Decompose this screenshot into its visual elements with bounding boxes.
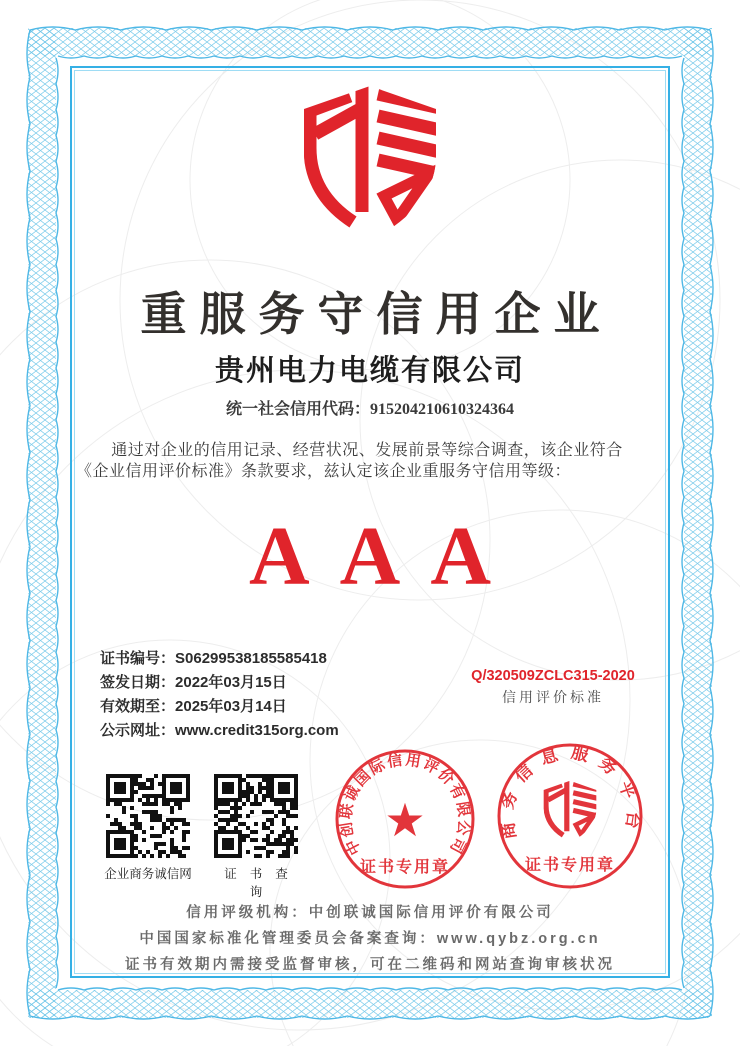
credit-shield-logo shield-icon — [295, 84, 445, 244]
credit-code-label: 统一社会信用代码： — [225, 401, 370, 418]
star-icon: ★ — [384, 794, 426, 846]
platform-seal — [494, 740, 646, 892]
issue-date-value: 2022年03月15日 — [175, 674, 287, 691]
issue-date-row — [100, 671, 339, 695]
public-url-row — [100, 719, 339, 743]
valid-until-row — [100, 695, 339, 719]
certification-statement — [76, 440, 666, 482]
valid-until-label: 有效期至： — [100, 698, 176, 715]
issue-date-label: 签发日期： — [100, 674, 176, 691]
company-name: 贵州电力电缆有限公司 — [214, 355, 525, 387]
platform-seal-bottom-text: 证书专用章 — [524, 857, 616, 874]
credit-code-line — [0, 396, 740, 419]
standard-code: Q/320509ZCLC315-2020 — [471, 668, 635, 684]
statement-line-1: 通过对企业的信用记录、经营状况、发展前景等综合调查，该企业符合 — [111, 442, 623, 459]
agency-seal-ring-text: 中创联诚国际信用评价有限公司 — [337, 751, 473, 858]
agency-seal — [332, 746, 478, 892]
qr-code-credit-site — [106, 774, 190, 858]
platform-seal-ring-text: 商务信息服务平台 — [496, 742, 644, 841]
footer-audit-note: 证书有效期内需接受监督审核，可在二维码和网站查询审核状况 — [125, 957, 615, 973]
platform-seal-shield-icon — [546, 780, 598, 835]
footer-registry-query: 中国国家标准化管理委员会备案查询：www.qybz.org.cn — [139, 931, 601, 947]
agency-seal-bottom-text: 证书专用章 — [359, 859, 451, 876]
statement-line-2: 《企业信用评价标准》条款要求，兹认定该企业重服务守信用等级： — [76, 463, 572, 480]
cert-number-value: S06299538185585418 — [175, 650, 327, 667]
public-url-label: 公示网址： — [100, 722, 176, 739]
qr-code-cert-query — [214, 774, 298, 858]
valid-until-value: 2025年03月14日 — [175, 698, 287, 715]
cert-number-row — [100, 647, 339, 671]
cert-number-label: 证书编号： — [100, 650, 176, 667]
public-url-value: www.credit315org.com — [175, 722, 339, 739]
certificate-details — [100, 647, 339, 743]
qr-label-cert-query: 证书查询 — [224, 867, 301, 899]
credit-code-value: 915204210610324364 — [370, 401, 514, 418]
footer-rating-agency: 信用评级机构：中创联诚国际信用评价有限公司 — [186, 905, 554, 921]
certificate-title: 重服务守信用企业 — [140, 288, 613, 340]
standard-reference — [448, 668, 658, 707]
qr-label-credit-site: 企业商务诚信网 — [104, 867, 192, 881]
svg-text:商务信息服务平台 — [496, 742, 645, 841]
credit-grade: AAA — [249, 510, 521, 603]
standard-name: 信用评价标准 — [502, 689, 604, 705]
certificate-footer — [0, 900, 740, 978]
